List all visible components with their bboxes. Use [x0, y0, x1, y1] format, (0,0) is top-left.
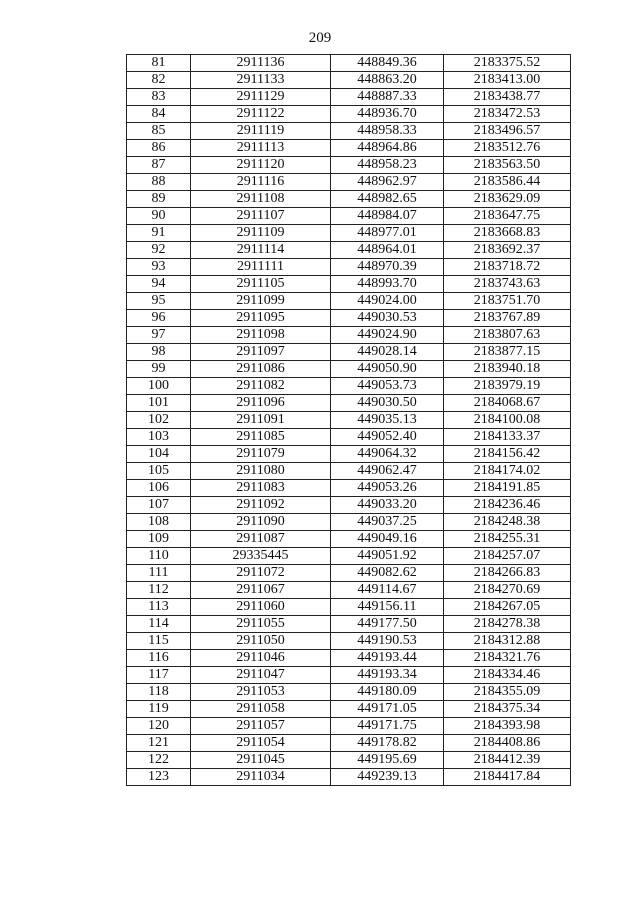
point-id-cell: 2911045 — [191, 752, 331, 769]
point-id-cell: 2911090 — [191, 514, 331, 531]
x-coordinate-cell: 449178.82 — [331, 735, 444, 752]
table-row — [127, 497, 571, 514]
y-coordinate-cell: 2184266.83 — [444, 565, 571, 582]
x-coordinate-cell: 449024.00 — [331, 293, 444, 310]
y-coordinate-cell: 2184393.98 — [444, 718, 571, 735]
y-coordinate-cell: 2183512.76 — [444, 140, 571, 157]
table-row — [127, 582, 571, 599]
y-coordinate-cell: 2183807.63 — [444, 327, 571, 344]
table-row — [127, 72, 571, 89]
point-id-cell: 2911082 — [191, 378, 331, 395]
y-coordinate-cell: 2183668.83 — [444, 225, 571, 242]
point-id-cell: 2911095 — [191, 310, 331, 327]
point-number-cell: 82 — [127, 72, 191, 89]
point-number-cell: 118 — [127, 684, 191, 701]
point-id-cell: 2911120 — [191, 157, 331, 174]
y-coordinate-cell: 2184133.37 — [444, 429, 571, 446]
point-id-cell: 2911136 — [191, 55, 331, 72]
x-coordinate-cell: 449177.50 — [331, 616, 444, 633]
x-coordinate-cell: 449195.69 — [331, 752, 444, 769]
table-row — [127, 106, 571, 123]
table-row — [127, 769, 571, 786]
table-row — [127, 514, 571, 531]
table-row — [127, 89, 571, 106]
table-row — [127, 531, 571, 548]
point-id-cell: 2911067 — [191, 582, 331, 599]
table-row — [127, 616, 571, 633]
point-number-cell: 93 — [127, 259, 191, 276]
x-coordinate-cell: 449030.50 — [331, 395, 444, 412]
x-coordinate-cell: 449062.47 — [331, 463, 444, 480]
point-id-cell: 2911099 — [191, 293, 331, 310]
x-coordinate-cell: 448887.33 — [331, 89, 444, 106]
y-coordinate-cell: 2184408.86 — [444, 735, 571, 752]
y-coordinate-cell: 2183375.52 — [444, 55, 571, 72]
y-coordinate-cell: 2183586.44 — [444, 174, 571, 191]
x-coordinate-cell: 449028.14 — [331, 344, 444, 361]
y-coordinate-cell: 2183413.00 — [444, 72, 571, 89]
y-coordinate-cell: 2184312.88 — [444, 633, 571, 650]
table-row — [127, 667, 571, 684]
point-number-cell: 95 — [127, 293, 191, 310]
point-number-cell: 104 — [127, 446, 191, 463]
point-number-cell: 111 — [127, 565, 191, 582]
table-row — [127, 684, 571, 701]
point-number-cell: 99 — [127, 361, 191, 378]
y-coordinate-cell: 2183979.19 — [444, 378, 571, 395]
point-id-cell: 2911092 — [191, 497, 331, 514]
point-id-cell: 2911119 — [191, 123, 331, 140]
y-coordinate-cell: 2184355.09 — [444, 684, 571, 701]
y-coordinate-cell: 2184068.67 — [444, 395, 571, 412]
point-number-cell: 106 — [127, 480, 191, 497]
x-coordinate-cell: 449171.75 — [331, 718, 444, 735]
point-number-cell: 120 — [127, 718, 191, 735]
point-id-cell: 2911085 — [191, 429, 331, 446]
x-coordinate-cell: 449052.40 — [331, 429, 444, 446]
point-number-cell: 89 — [127, 191, 191, 208]
x-coordinate-cell: 449239.13 — [331, 769, 444, 786]
point-number-cell: 108 — [127, 514, 191, 531]
table-row — [127, 429, 571, 446]
y-coordinate-cell: 2183496.57 — [444, 123, 571, 140]
point-id-cell: 2911034 — [191, 769, 331, 786]
x-coordinate-cell: 448964.86 — [331, 140, 444, 157]
x-coordinate-cell: 448936.70 — [331, 106, 444, 123]
x-coordinate-cell: 449050.90 — [331, 361, 444, 378]
y-coordinate-cell: 2184174.02 — [444, 463, 571, 480]
point-id-cell: 2911072 — [191, 565, 331, 582]
x-coordinate-cell: 448970.39 — [331, 259, 444, 276]
x-coordinate-cell: 449156.11 — [331, 599, 444, 616]
y-coordinate-cell: 2183647.75 — [444, 208, 571, 225]
y-coordinate-cell: 2184278.38 — [444, 616, 571, 633]
y-coordinate-cell: 2184375.34 — [444, 701, 571, 718]
x-coordinate-cell: 449053.26 — [331, 480, 444, 497]
table-row — [127, 140, 571, 157]
table-row — [127, 276, 571, 293]
point-number-cell: 91 — [127, 225, 191, 242]
point-id-cell: 2911087 — [191, 531, 331, 548]
point-id-cell: 2911057 — [191, 718, 331, 735]
point-id-cell: 2911083 — [191, 480, 331, 497]
point-number-cell: 114 — [127, 616, 191, 633]
x-coordinate-cell: 448962.97 — [331, 174, 444, 191]
x-coordinate-cell: 449024.90 — [331, 327, 444, 344]
y-coordinate-cell: 2184267.05 — [444, 599, 571, 616]
point-number-cell: 110 — [127, 548, 191, 565]
y-coordinate-cell: 2183718.72 — [444, 259, 571, 276]
y-coordinate-cell: 2183877.15 — [444, 344, 571, 361]
y-coordinate-cell: 2184236.46 — [444, 497, 571, 514]
point-id-cell: 2911058 — [191, 701, 331, 718]
x-coordinate-cell: 449064.32 — [331, 446, 444, 463]
x-coordinate-cell: 449193.44 — [331, 650, 444, 667]
table-row — [127, 480, 571, 497]
point-id-cell: 2911122 — [191, 106, 331, 123]
table-row — [127, 412, 571, 429]
x-coordinate-cell: 449171.05 — [331, 701, 444, 718]
y-coordinate-cell: 2183940.18 — [444, 361, 571, 378]
table-row — [127, 599, 571, 616]
point-number-cell: 109 — [127, 531, 191, 548]
x-coordinate-cell: 448958.23 — [331, 157, 444, 174]
point-number-cell: 121 — [127, 735, 191, 752]
x-coordinate-cell: 448958.33 — [331, 123, 444, 140]
point-id-cell: 2911114 — [191, 242, 331, 259]
y-coordinate-cell: 2184100.08 — [444, 412, 571, 429]
y-coordinate-cell: 2184156.42 — [444, 446, 571, 463]
table-row — [127, 174, 571, 191]
point-id-cell: 2911105 — [191, 276, 331, 293]
point-id-cell: 2911091 — [191, 412, 331, 429]
y-coordinate-cell: 2183743.63 — [444, 276, 571, 293]
point-id-cell: 2911097 — [191, 344, 331, 361]
point-number-cell: 98 — [127, 344, 191, 361]
x-coordinate-cell: 449053.73 — [331, 378, 444, 395]
y-coordinate-cell: 2184334.46 — [444, 667, 571, 684]
point-number-cell: 112 — [127, 582, 191, 599]
x-coordinate-cell: 449049.16 — [331, 531, 444, 548]
point-id-cell: 2911108 — [191, 191, 331, 208]
coordinates-table-body — [127, 55, 571, 786]
x-coordinate-cell: 448984.07 — [331, 208, 444, 225]
point-number-cell: 103 — [127, 429, 191, 446]
point-number-cell: 123 — [127, 769, 191, 786]
point-id-cell: 2911116 — [191, 174, 331, 191]
table-row — [127, 463, 571, 480]
y-coordinate-cell: 2183767.89 — [444, 310, 571, 327]
point-number-cell: 101 — [127, 395, 191, 412]
point-number-cell: 115 — [127, 633, 191, 650]
x-coordinate-cell: 449033.20 — [331, 497, 444, 514]
y-coordinate-cell: 2184417.84 — [444, 769, 571, 786]
point-number-cell: 107 — [127, 497, 191, 514]
x-coordinate-cell: 449114.67 — [331, 582, 444, 599]
table-row — [127, 344, 571, 361]
coordinates-table — [126, 54, 571, 786]
point-number-cell: 113 — [127, 599, 191, 616]
point-number-cell: 83 — [127, 89, 191, 106]
table-row — [127, 752, 571, 769]
point-number-cell: 122 — [127, 752, 191, 769]
table-row — [127, 735, 571, 752]
point-number-cell: 102 — [127, 412, 191, 429]
point-number-cell: 105 — [127, 463, 191, 480]
y-coordinate-cell: 2183692.37 — [444, 242, 571, 259]
point-id-cell: 29335445 — [191, 548, 331, 565]
point-number-cell: 88 — [127, 174, 191, 191]
table-row — [127, 225, 571, 242]
table-row — [127, 446, 571, 463]
y-coordinate-cell: 2184412.39 — [444, 752, 571, 769]
y-coordinate-cell: 2184321.76 — [444, 650, 571, 667]
point-number-cell: 81 — [127, 55, 191, 72]
point-number-cell: 85 — [127, 123, 191, 140]
x-coordinate-cell: 449082.62 — [331, 565, 444, 582]
table-row — [127, 208, 571, 225]
x-coordinate-cell: 449180.09 — [331, 684, 444, 701]
y-coordinate-cell: 2183629.09 — [444, 191, 571, 208]
x-coordinate-cell: 448849.36 — [331, 55, 444, 72]
point-id-cell: 2911096 — [191, 395, 331, 412]
point-id-cell: 2911098 — [191, 327, 331, 344]
point-number-cell: 87 — [127, 157, 191, 174]
point-number-cell: 100 — [127, 378, 191, 395]
x-coordinate-cell: 449051.92 — [331, 548, 444, 565]
point-id-cell: 2911050 — [191, 633, 331, 650]
point-id-cell: 2911086 — [191, 361, 331, 378]
table-row — [127, 191, 571, 208]
table-row — [127, 565, 571, 582]
y-coordinate-cell: 2184270.69 — [444, 582, 571, 599]
y-coordinate-cell: 2183438.77 — [444, 89, 571, 106]
y-coordinate-cell: 2184191.85 — [444, 480, 571, 497]
point-number-cell: 92 — [127, 242, 191, 259]
point-number-cell: 117 — [127, 667, 191, 684]
point-number-cell: 97 — [127, 327, 191, 344]
table-row — [127, 259, 571, 276]
page-number: 209 — [308, 30, 332, 46]
point-id-cell: 2911113 — [191, 140, 331, 157]
point-id-cell: 2911046 — [191, 650, 331, 667]
point-number-cell: 86 — [127, 140, 191, 157]
table-row — [127, 701, 571, 718]
point-id-cell: 2911080 — [191, 463, 331, 480]
y-coordinate-cell: 2183563.50 — [444, 157, 571, 174]
point-number-cell: 96 — [127, 310, 191, 327]
point-id-cell: 2911053 — [191, 684, 331, 701]
table-row — [127, 157, 571, 174]
table-row — [127, 633, 571, 650]
table-row — [127, 718, 571, 735]
point-id-cell: 2911054 — [191, 735, 331, 752]
table-row — [127, 123, 571, 140]
x-coordinate-cell: 449037.25 — [331, 514, 444, 531]
table-row — [127, 293, 571, 310]
x-coordinate-cell: 449030.53 — [331, 310, 444, 327]
table-row — [127, 378, 571, 395]
y-coordinate-cell: 2184257.07 — [444, 548, 571, 565]
x-coordinate-cell: 448993.70 — [331, 276, 444, 293]
point-id-cell: 2911060 — [191, 599, 331, 616]
point-id-cell: 2911079 — [191, 446, 331, 463]
point-id-cell: 2911133 — [191, 72, 331, 89]
point-id-cell: 2911107 — [191, 208, 331, 225]
y-coordinate-cell: 2184255.31 — [444, 531, 571, 548]
point-number-cell: 84 — [127, 106, 191, 123]
table-row — [127, 548, 571, 565]
point-id-cell: 2911111 — [191, 259, 331, 276]
table-row — [127, 327, 571, 344]
point-id-cell: 2911129 — [191, 89, 331, 106]
x-coordinate-cell: 448863.20 — [331, 72, 444, 89]
y-coordinate-cell: 2183751.70 — [444, 293, 571, 310]
point-id-cell: 2911055 — [191, 616, 331, 633]
x-coordinate-cell: 449190.53 — [331, 633, 444, 650]
point-id-cell: 2911047 — [191, 667, 331, 684]
table-row — [127, 395, 571, 412]
table-row — [127, 242, 571, 259]
x-coordinate-cell: 448964.01 — [331, 242, 444, 259]
point-number-cell: 94 — [127, 276, 191, 293]
table-row — [127, 361, 571, 378]
x-coordinate-cell: 448977.01 — [331, 225, 444, 242]
table-row — [127, 55, 571, 72]
table-row — [127, 650, 571, 667]
point-number-cell: 116 — [127, 650, 191, 667]
x-coordinate-cell: 449193.34 — [331, 667, 444, 684]
point-id-cell: 2911109 — [191, 225, 331, 242]
table-row — [127, 310, 571, 327]
x-coordinate-cell: 448982.65 — [331, 191, 444, 208]
point-number-cell: 119 — [127, 701, 191, 718]
y-coordinate-cell: 2183472.53 — [444, 106, 571, 123]
y-coordinate-cell: 2184248.38 — [444, 514, 571, 531]
x-coordinate-cell: 449035.13 — [331, 412, 444, 429]
point-number-cell: 90 — [127, 208, 191, 225]
